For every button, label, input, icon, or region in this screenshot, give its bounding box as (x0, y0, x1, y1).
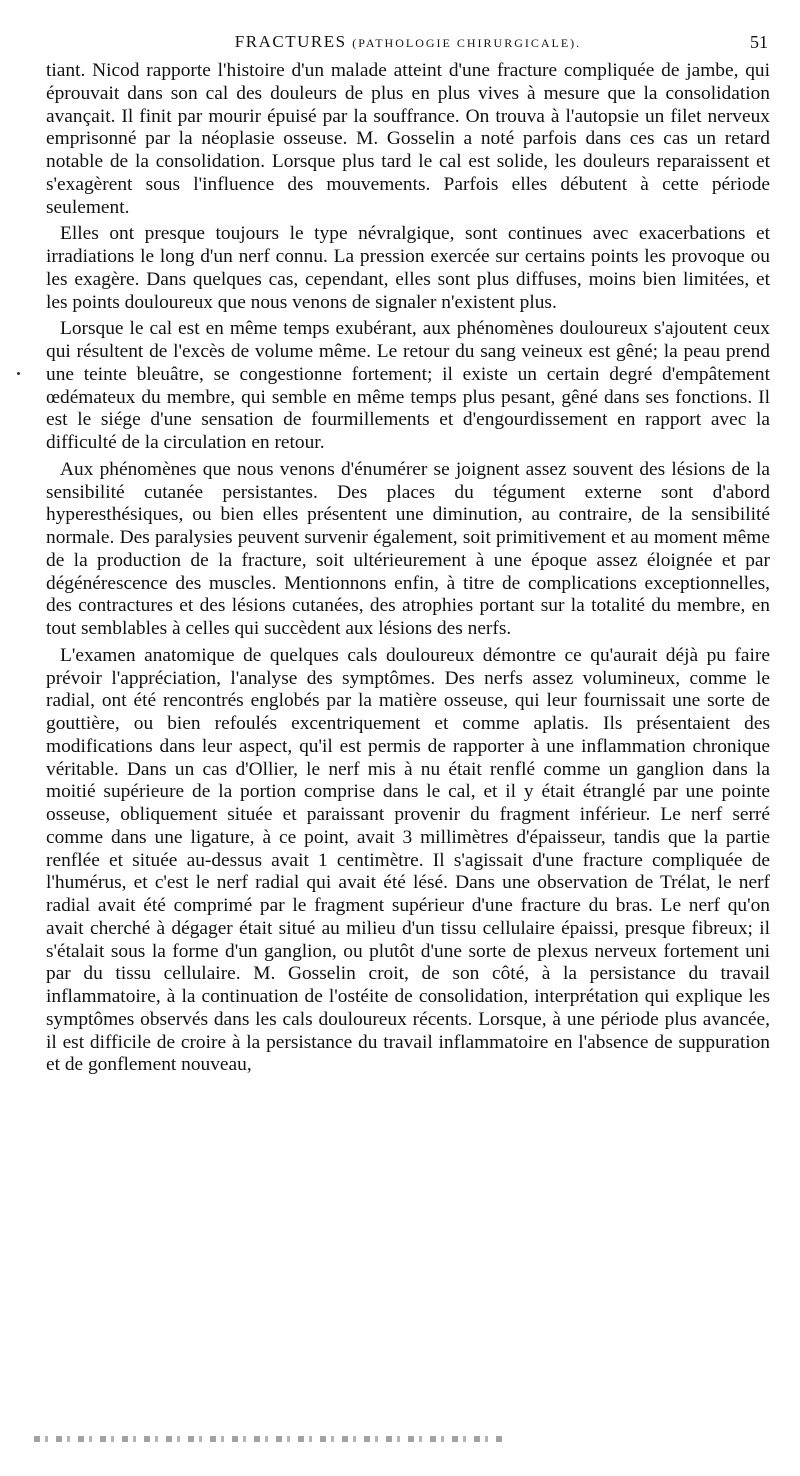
paragraph: Lorsque le cal est en même temps exubérant, aux phénomènes douloureux s'ajoutent ceux qui résultent de l'excès de volume même. Le retour du sang veineux est gêné; la peau prend une teinte bleuâtre, se congestionne fortement; il existe un certain degré d'empâtement œdémateux du membre, qui semble en même temps plus pesant, gêné dans ses fonctions. Il est le siége d'une sensation de fourmillements et d'engourdissement en rapport avec la difficulté de la circulation en retour. (46, 318, 770, 453)
page-number: 51 (750, 32, 768, 52)
running-title-sub: (PATHOLOGIE CHIRURGICALE). (352, 36, 582, 50)
bleed-through-line (34, 1436, 504, 1442)
paragraph-continued: tiant. Nicod rapporte l'histoire d'un malade atteint d'une fracture compliquée de jambe, qui éprouvait dans son cal des douleurs de plus en plus vives à mesure que la consolidation avançait. Il finit par mourir épuisé par la souffrance. On trouva à l'autopsie un filet nerveux emprisonné par la néoplasie osseuse. M. Gosselin a noté parfois dans ces cas un retard notable de la consolidation. Lorsque plus tard le cal est solide, les douleurs reparaissent et s'exagèrent sous l'influence des mouvements. Parfois elles débutent à cette période seulement. (46, 60, 770, 218)
running-title-main: FRACTURES (234, 32, 347, 51)
running-head (46, 30, 770, 58)
body-text (46, 60, 770, 1077)
paragraph: Aux phénomènes que nous venons d'énumérer se joignent assez souvent des lésions de la sensibilité cutanée persistantes. Des places du tégument externe sont d'abord hyperesthésiques, ou bien elles présentent une diminution, au contraire, de la sensibilité normale. Des paralysies peuvent survenir également, soit primitivement et au moment même de la production de la fracture, soit ultérieurement à une époque assez éloignée et par dégénérescence des muscles. Mentionnons enfin, à titre de complications exceptionnelles, des contractures et des lésions cutanées, des atrophies portant sur la totalité du membre, en tout semblables à celles qui succèdent aux lésions des nerfs. (46, 458, 770, 639)
running-title (46, 32, 770, 52)
paragraph: L'examen anatomique de quelques cals douloureux démontre ce qu'aurait déjà pu faire prévoir l'appréciation, l'analyse des symptômes. Des nerfs assez volumineux, comme le radial, ont été rencontrés englobés par la matière osseuse, qui leur fournissait une sorte de gouttière, ou bien refoulés excentriquement et comme aplatis. Ils présentaient des modifications dans leur aspect, qu'il est permis de rapporter à une inflammation chronique véritable. Dans un cas d'Ollier, le nerf mis à nu était renflé comme un ganglion dans la moitié supérieure de la portion comprise dans le cal, et il y était étranglé par une pointe osseuse, obliquement située et paraissant provenir du fragment inférieur. Le nerf serré comme dans une ligature, à ce point, avait 3 millimètres d'épaisseur, tandis que la partie renflée et située au-dessus avait 1 centimètre. Il s'agissait d'une fracture compliquée de l'humérus, et c'est le nerf radial qui avait été lésé. Dans une observation de Trélat, le nerf radial avait été comprimé par le fragment supérieur d'une fracture du bras. Le nerf qu'on avait cherché à dégager était situé au milieu d'un tissu cellulaire épaissi, presque fibreux; il s'étalait sous la forme d'un ganglion, ou plutôt d'une sorte de plexus nerveux fortement uni par du tissu cellulaire. M. Gosselin croit, de son côté, à la persistance du travail inflammatoire, à la continuation de l'ostéite de consolidation, interprétation qui explique les symptômes observés dans les cals douloureux récents. Lorsque, à une période plus avancée, il est difficile de croire à la persistance du travail inflammatoire en l'absence de suppuration et de gonflement nouveau, (46, 644, 770, 1076)
paragraph: Elles ont presque toujours le type névralgique, sont continues avec exacerbations et irradiations le long d'un nerf connu. La pression exercée sur certains points les provoque ou les exagère. Dans quelques cas, cependant, elles sont plus diffuses, moins bien limitées, et les points douloureux que nous venons de signaler n'existent plus. (46, 223, 770, 313)
stray-ink-dot (17, 372, 20, 375)
